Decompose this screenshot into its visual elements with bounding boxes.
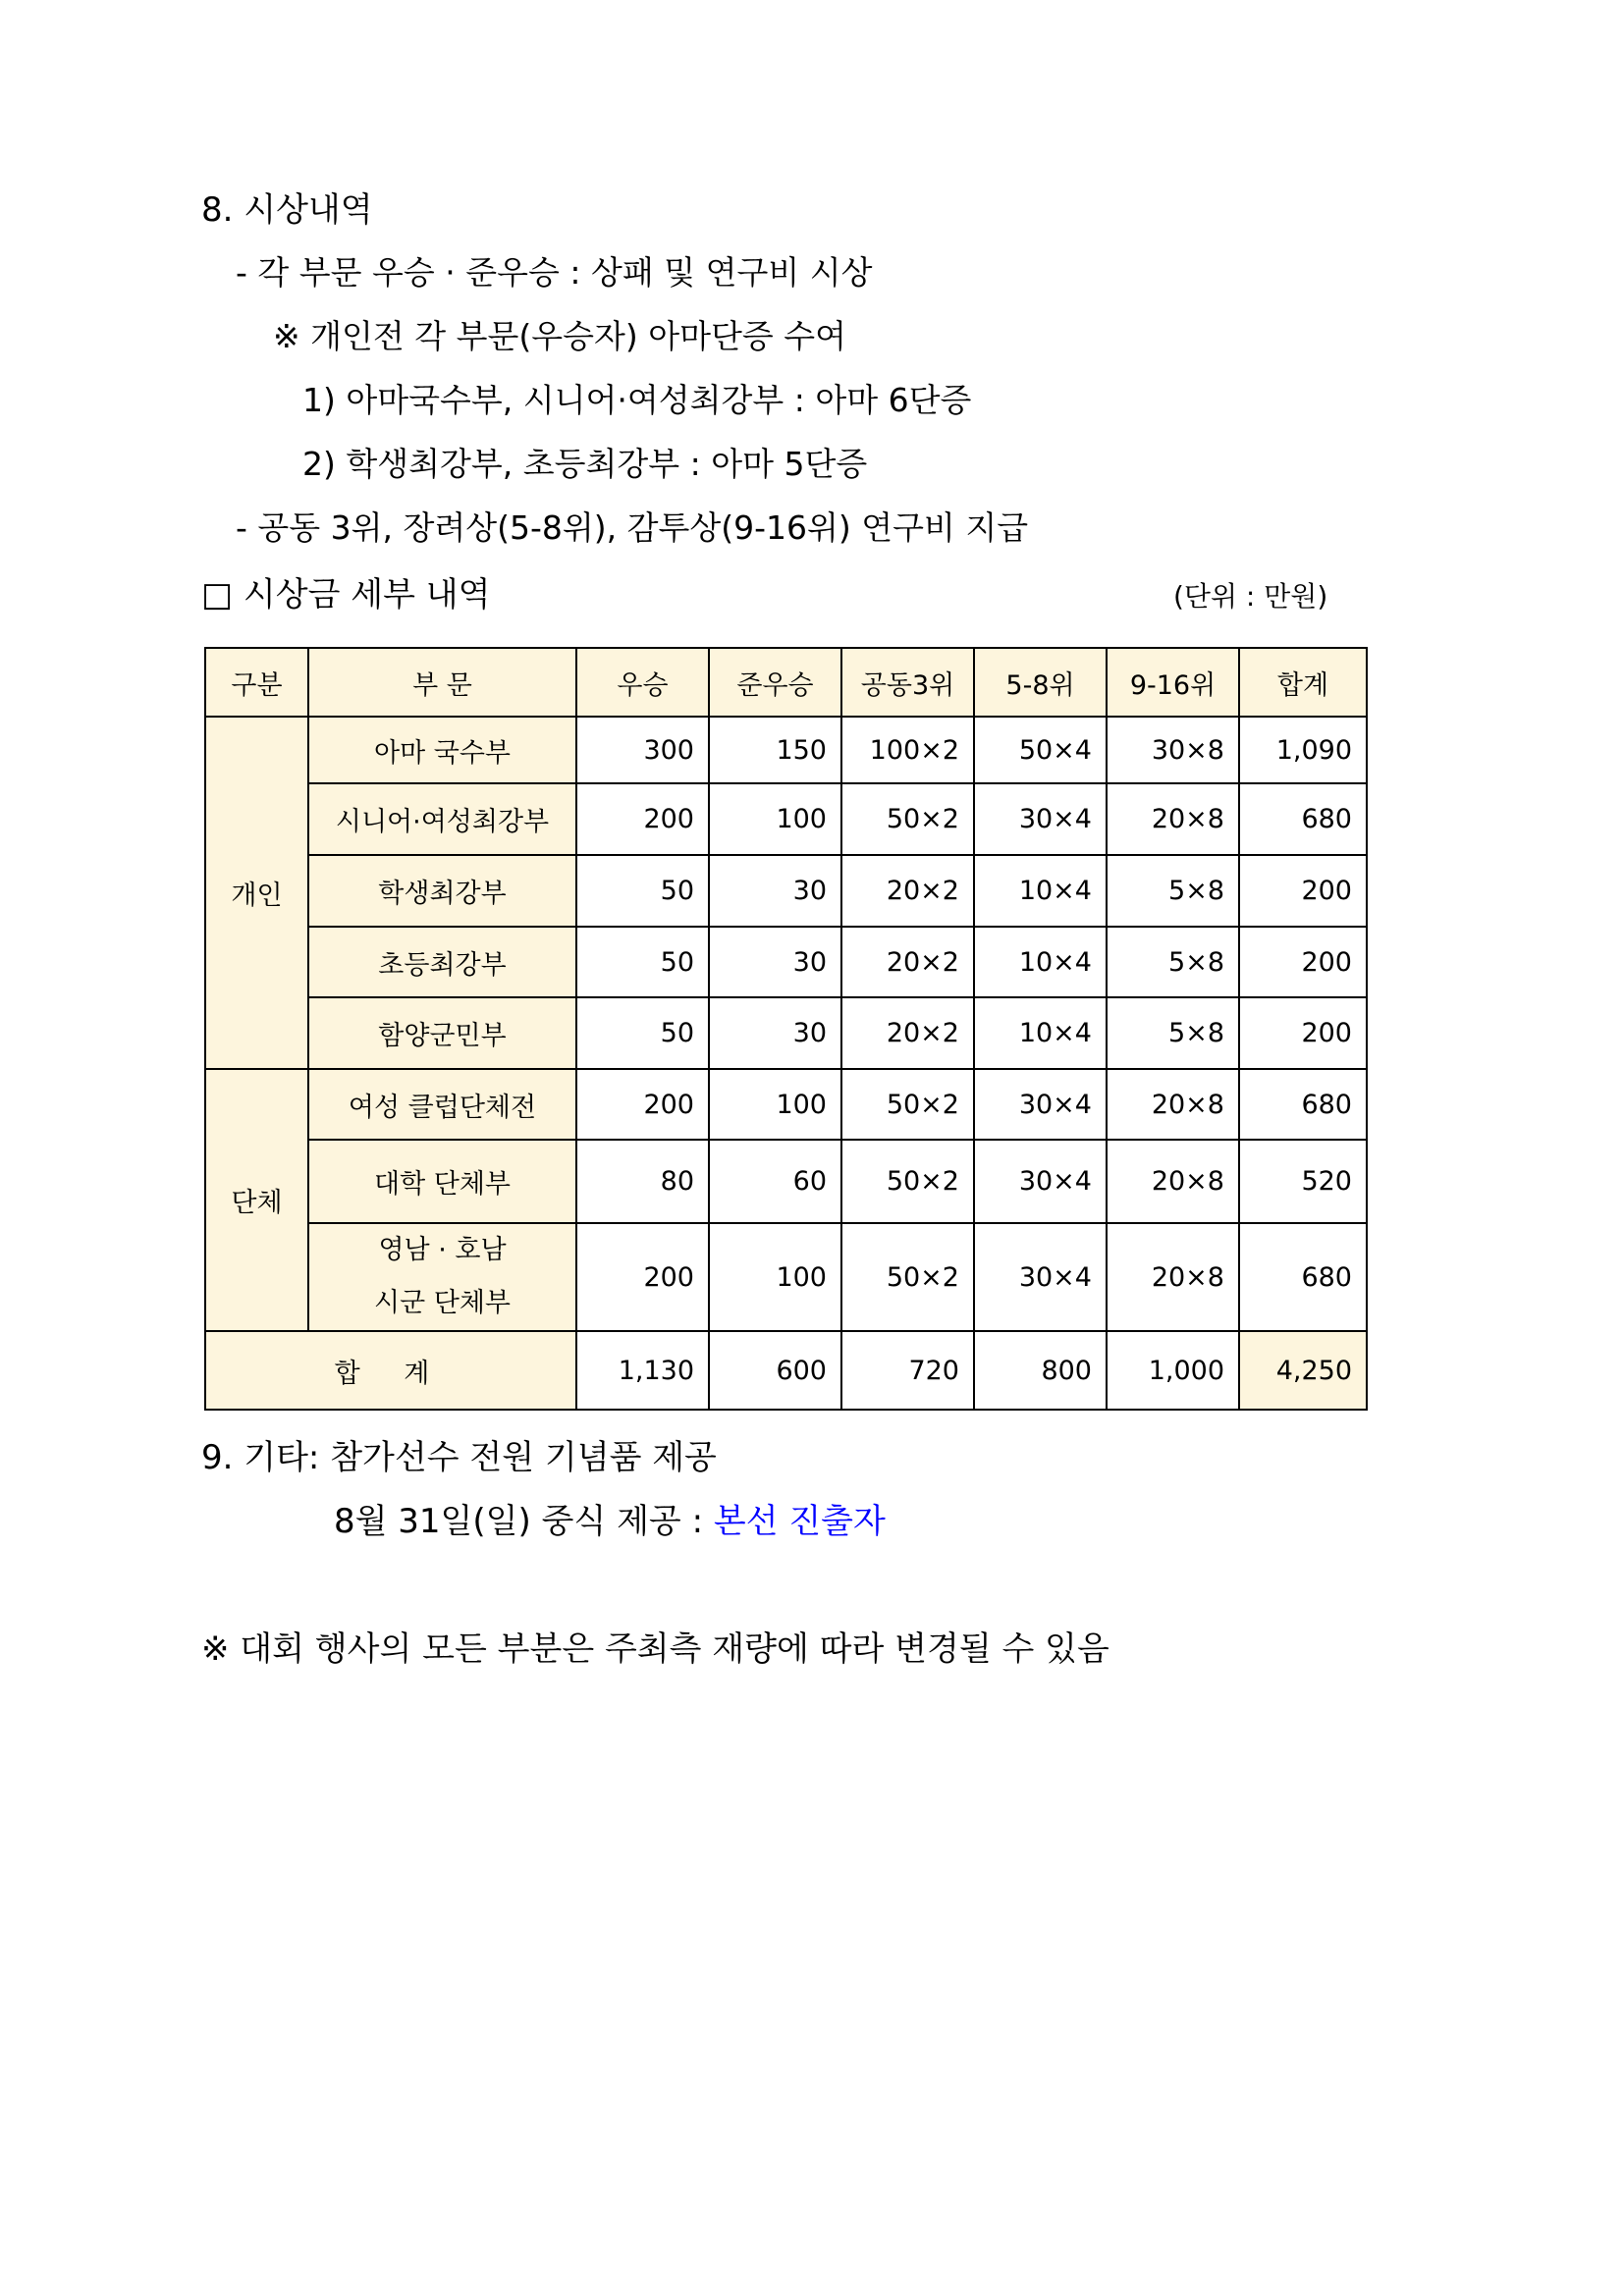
value-cell: 10×4 — [974, 927, 1107, 997]
value-cell: 50×2 — [841, 1069, 974, 1140]
header-total: 합계 — [1239, 648, 1367, 717]
division-line-1: 영남 · 호남 — [378, 1235, 507, 1265]
total-value-cell: 1,130 — [576, 1331, 709, 1410]
header-joint-third: 공동3위 — [841, 648, 974, 717]
value-cell: 20×8 — [1107, 783, 1239, 855]
table-row — [205, 855, 1367, 927]
header-runner-up: 준우승 — [709, 648, 841, 717]
value-cell: 50 — [576, 855, 709, 927]
value-cell: 100 — [709, 1223, 841, 1331]
category-individual: 개인 — [205, 717, 308, 1069]
value-cell: 200 — [576, 1223, 709, 1331]
total-label: 합 계 — [205, 1331, 576, 1410]
table-row — [205, 1069, 1367, 1140]
value-cell: 150 — [709, 717, 841, 783]
section-8-title: 8. 시상내역 — [201, 190, 373, 230]
division-cell-two-line — [308, 1223, 576, 1331]
lunch-highlight: 본선 진출자 — [713, 1502, 886, 1541]
value-cell: 100 — [709, 1069, 841, 1140]
row-total-cell: 520 — [1239, 1140, 1367, 1223]
footer-note: ※ 대회 행사의 모든 부분은 주최측 재량에 따라 변경될 수 있음 — [201, 1629, 1109, 1669]
total-value-cell: 600 — [709, 1331, 841, 1410]
value-cell: 30×4 — [974, 783, 1107, 855]
lunch-line — [334, 1494, 886, 1542]
total-value-cell: 1,000 — [1107, 1331, 1239, 1410]
division-cell: 여성 클럽단체전 — [308, 1069, 576, 1140]
table-total-row — [205, 1331, 1367, 1410]
value-cell: 20×8 — [1107, 1223, 1239, 1331]
header-category: 구분 — [205, 648, 308, 717]
row-total-cell: 200 — [1239, 927, 1367, 997]
unit-note: (단위 : 만원) — [1173, 580, 1328, 613]
table-row — [205, 783, 1367, 855]
value-cell: 50×2 — [841, 1223, 974, 1331]
award-line-5: - 공동 3위, 장려상(5-8위), 감투상(9-16위) 연구비 지급 — [236, 508, 1029, 547]
grand-total-cell: 4,250 — [1239, 1331, 1367, 1410]
row-total-cell: 200 — [1239, 855, 1367, 927]
header-division: 부 문 — [308, 648, 576, 717]
value-cell: 30 — [709, 927, 841, 997]
award-line-3: 1) 아마국수부, 시니어·여성최강부 : 아마 6단증 — [302, 381, 972, 419]
value-cell: 30 — [709, 997, 841, 1069]
table-row — [205, 997, 1367, 1069]
award-line-2: ※ 개인전 각 부문(우승자) 아마단증 수여 — [273, 317, 847, 355]
value-cell: 20×8 — [1107, 1069, 1239, 1140]
value-cell: 20×2 — [841, 997, 974, 1069]
division-cell: 아마 국수부 — [308, 717, 576, 783]
division-cell: 함양군민부 — [308, 997, 576, 1069]
table-row — [205, 1140, 1367, 1223]
value-cell: 10×4 — [974, 997, 1107, 1069]
value-cell: 10×4 — [974, 855, 1107, 927]
table-header-row — [205, 648, 1367, 717]
row-total-cell: 1,090 — [1239, 717, 1367, 783]
value-cell: 5×8 — [1107, 927, 1239, 997]
row-total-cell: 200 — [1239, 997, 1367, 1069]
award-line-4: 2) 학생최강부, 초등최강부 : 아마 5단증 — [302, 445, 868, 483]
value-cell: 20×2 — [841, 927, 974, 997]
value-cell: 50 — [576, 997, 709, 1069]
value-cell: 20×2 — [841, 855, 974, 927]
table-row — [205, 1223, 1367, 1331]
prize-table — [204, 647, 1368, 1411]
value-cell: 300 — [576, 717, 709, 783]
value-cell: 50×2 — [841, 783, 974, 855]
value-cell: 5×8 — [1107, 855, 1239, 927]
division-cell: 학생최강부 — [308, 855, 576, 927]
header-winner: 우승 — [576, 648, 709, 717]
row-total-cell: 680 — [1239, 1223, 1367, 1331]
division-cell: 시니어·여성최강부 — [308, 783, 576, 855]
header-5-8: 5-8위 — [974, 648, 1107, 717]
value-cell: 5×8 — [1107, 997, 1239, 1069]
category-team: 단체 — [205, 1069, 308, 1331]
header-9-16: 9-16위 — [1107, 648, 1239, 717]
award-line-1: - 각 부문 우승 · 준우승 : 상패 및 연구비 시상 — [236, 253, 873, 292]
value-cell: 100×2 — [841, 717, 974, 783]
value-cell: 30×4 — [974, 1140, 1107, 1223]
value-cell: 50 — [576, 927, 709, 997]
value-cell: 100 — [709, 783, 841, 855]
value-cell: 80 — [576, 1140, 709, 1223]
section-9-title: 9. 기타: 참가선수 전원 기념품 제공 — [201, 1438, 717, 1477]
division-cell: 초등최강부 — [308, 927, 576, 997]
row-total-cell: 680 — [1239, 1069, 1367, 1140]
value-cell: 30×4 — [974, 1223, 1107, 1331]
division-cell: 대학 단체부 — [308, 1140, 576, 1223]
total-value-cell: 800 — [974, 1331, 1107, 1410]
value-cell: 60 — [709, 1140, 841, 1223]
value-cell: 50×2 — [841, 1140, 974, 1223]
division-line-2: 시군 단체부 — [374, 1288, 511, 1318]
value-cell: 30×4 — [974, 1069, 1107, 1140]
table-row — [205, 717, 1367, 783]
value-cell: 30×8 — [1107, 717, 1239, 783]
prize-section-title: □ 시상금 세부 내역 — [201, 575, 491, 614]
row-total-cell: 680 — [1239, 783, 1367, 855]
total-value-cell: 720 — [841, 1331, 974, 1410]
lunch-prefix: 8월 31일(일) 중식 제공 : — [334, 1502, 714, 1541]
table-row — [205, 927, 1367, 997]
value-cell: 30 — [709, 855, 841, 927]
value-cell: 200 — [576, 783, 709, 855]
value-cell: 200 — [576, 1069, 709, 1140]
value-cell: 20×8 — [1107, 1140, 1239, 1223]
value-cell: 50×4 — [974, 717, 1107, 783]
